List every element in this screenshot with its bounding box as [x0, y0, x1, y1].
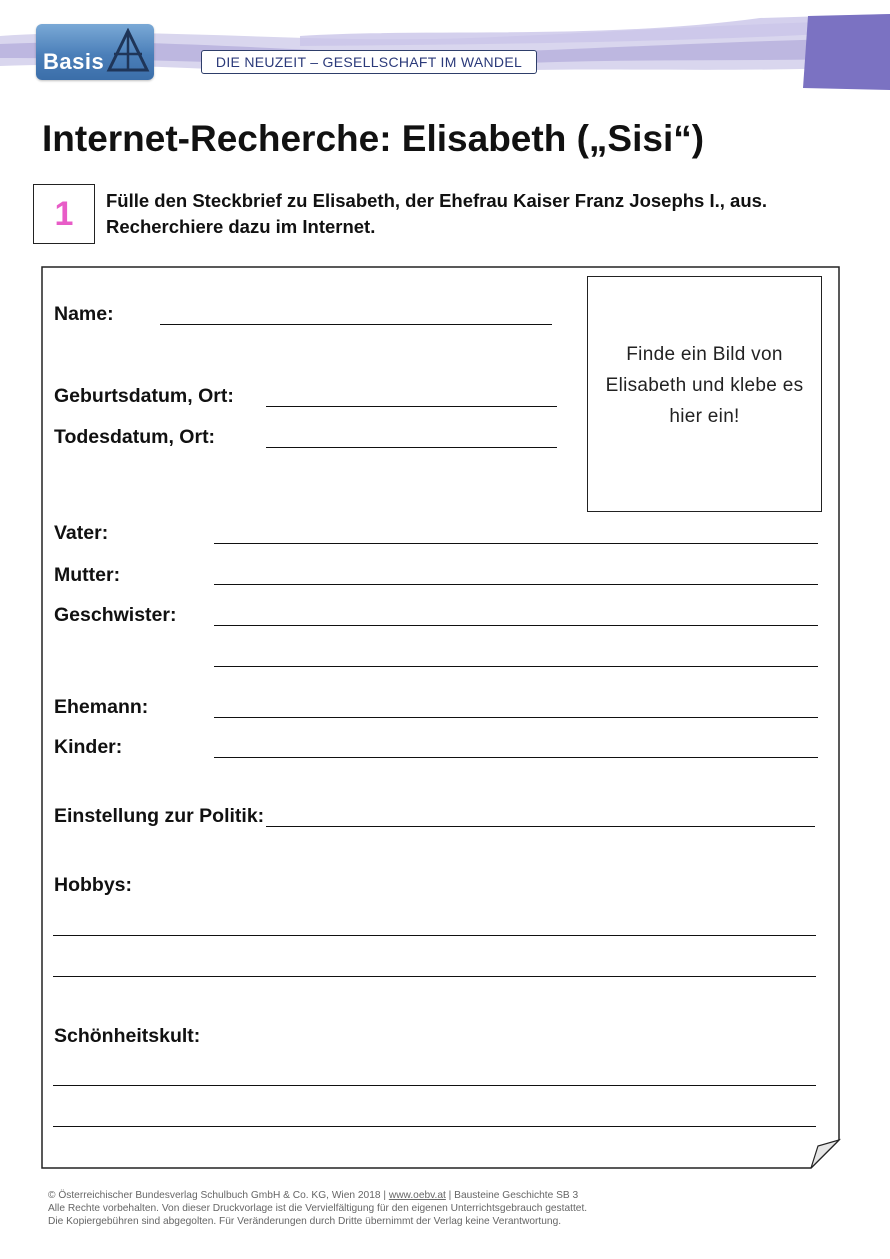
footer-link[interactable]: www.oebv.at: [388, 1190, 446, 1201]
line-mother[interactable]: [214, 584, 818, 585]
page-title: Internet-Recherche: Elisabeth („Sisi“): [42, 118, 705, 159]
line-children[interactable]: [214, 757, 818, 758]
line-hobbies-2[interactable]: [53, 976, 816, 977]
line-politics[interactable]: [266, 826, 815, 827]
line-beauty-1[interactable]: [53, 1085, 816, 1086]
label-siblings: Geschwister:: [54, 604, 177, 626]
footer-line-3: Die Kopiergebühren sind abgegolten. Für Veränderungen durch Dritte übernimmt der Verlag keine Verantwortung.: [48, 1216, 562, 1227]
line-father[interactable]: [214, 543, 818, 544]
line-siblings-2[interactable]: [214, 666, 818, 667]
label-beauty: Schönheitskult:: [54, 1025, 201, 1047]
label-mother: Mutter:: [54, 564, 121, 586]
task-instruction-line-1: Fülle den Steckbrief zu Elisabeth, der Ehefrau Kaiser Franz Josephs I., aus.: [106, 190, 768, 211]
label-children: Kinder:: [54, 736, 123, 758]
task-number: 1: [33, 184, 95, 244]
line-husband[interactable]: [214, 717, 818, 718]
label-birth: Geburtsdatum, Ort:: [54, 385, 234, 407]
label-hobbies: Hobbys:: [54, 874, 132, 896]
label-husband: Ehemann:: [54, 696, 149, 718]
line-name[interactable]: [160, 324, 552, 325]
line-birth[interactable]: [266, 406, 557, 407]
photo-text-line-2: Elisabeth und klebe es: [605, 375, 804, 396]
label-name: Name:: [54, 303, 114, 325]
photo-placeholder-text: [596, 339, 813, 432]
line-beauty-2[interactable]: [53, 1126, 816, 1127]
footer-copyright: [48, 1189, 848, 1228]
line-death[interactable]: [266, 447, 557, 448]
footer-line-2: Alle Rechte vorbehalten. Von dieser Druckvorlage ist die Vervielfältigung für den eigenen Unterrichtsgebrauch gestattet.: [48, 1203, 588, 1214]
photo-text-line-1: Finde ein Bild von: [626, 344, 783, 365]
photo-text-line-3: hier ein!: [669, 406, 740, 427]
label-politics: Einstellung zur Politik:: [54, 805, 265, 827]
line-hobbies-1[interactable]: [53, 935, 816, 936]
photo-placeholder-box: [587, 276, 822, 512]
task-instruction-line-2: Recherchiere dazu im Internet.: [106, 216, 376, 237]
label-father: Vater:: [54, 522, 109, 544]
logo-text: Basis: [43, 49, 105, 74]
footer-line-1: [48, 1189, 848, 1202]
footer-line-1-suffix: | Bausteine Geschichte SB 3: [445, 1190, 579, 1201]
label-death: Todesdatum, Ort:: [54, 426, 216, 448]
series-title: DIE NEUZEIT – GESELLSCHAFT IM WANDEL: [201, 50, 537, 74]
line-siblings-1[interactable]: [214, 625, 818, 626]
footer-line-1-prefix: © Österreichischer Bundesverlag Schulbuch GmbH & Co. KG, Wien 2018 |: [48, 1190, 389, 1201]
